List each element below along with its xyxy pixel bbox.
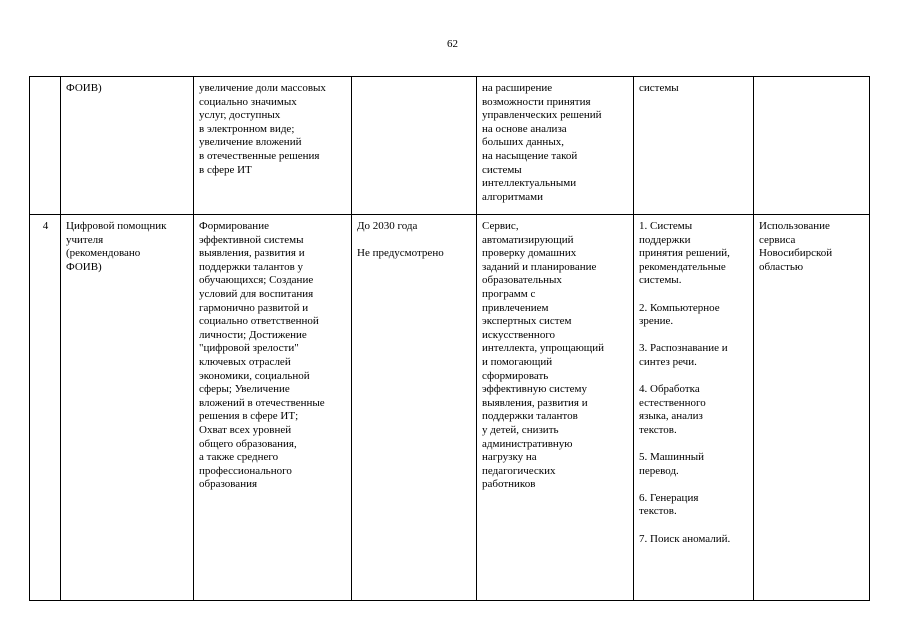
project-description: на расширение возможности принятия управленческих решений на основе анализа больших данных, на насыщение такой системы интеллектуальными алгоритмами — [482, 82, 602, 203]
project-goals: увеличение доли массовых социально значимых услуг, доступных в электронном виде; увеличение вложений в отечественные решения в сфере ИТ — [199, 82, 326, 176]
description-cell — [477, 77, 634, 215]
technology-item: 5. Машинный перевод. — [639, 451, 705, 477]
description-cell — [477, 215, 634, 601]
technology-item: 1. Системы поддержки принятия решений, рекомендательные системы. — [639, 220, 730, 287]
technologies-cell — [634, 215, 754, 601]
term-cell — [352, 215, 477, 601]
row-number: 4 — [42, 220, 49, 232]
row-number-cell — [30, 215, 61, 601]
table-row — [30, 215, 870, 601]
document-table — [29, 76, 870, 601]
technology-item: 4. Обработка естественного языка, анализ текстов. — [639, 383, 706, 436]
technology-item: 3. Распознавание и синтез речи. — [639, 342, 728, 368]
project-term-note: Не предусмотрено — [357, 247, 444, 260]
term-cell — [352, 77, 477, 215]
row-number-cell — [30, 77, 61, 215]
technologies-cell — [634, 77, 754, 215]
project-goals: Формирование эффективной системы выявления, развития и поддержки талантов у обучающихся; Создание условий для воспитания гармонично развитой и социально ответственной личности; Достижение "цифровой зрелости" ключевых отраслей экономики, социальной сферы; Увеличение вложений в отечественные решения в сфере ИТ; Охват всех уровней общего образования, а также среднего профессионального образования — [199, 220, 325, 491]
project-notes: Использование сервиса Новосибирской областью — [759, 220, 833, 273]
project-name: ФОИВ) — [66, 82, 102, 94]
notes-cell — [754, 215, 870, 601]
technology-item: 2. Компьютерное зрение. — [639, 301, 720, 328]
table-row — [30, 77, 870, 215]
project-technologies: системы — [639, 82, 679, 94]
technology-item: 6. Генерация текстов. — [639, 491, 699, 518]
technology-item: 7. Поиск аномалий. — [639, 532, 731, 545]
name-cell — [61, 215, 194, 601]
goals-cell — [194, 77, 352, 215]
spacer — [357, 234, 472, 248]
name-cell — [61, 77, 194, 215]
page-number: 62 — [447, 38, 458, 50]
project-term: До 2030 года — [357, 220, 418, 232]
notes-cell — [754, 77, 870, 215]
goals-cell — [194, 215, 352, 601]
project-name: Цифровой помощник учителя (рекомендовано ФОИВ) — [66, 220, 167, 273]
project-description: Сервис, автоматизирующий проверку домашних заданий и планирование образовательных программ с привлечением экспертных систем искусственного интеллекта, упрощающий и помогающий сформировать эффективную систему выявления, развития и поддержки талантов у детей, снизить административную нагрузку на педагогических работников — [482, 220, 605, 491]
